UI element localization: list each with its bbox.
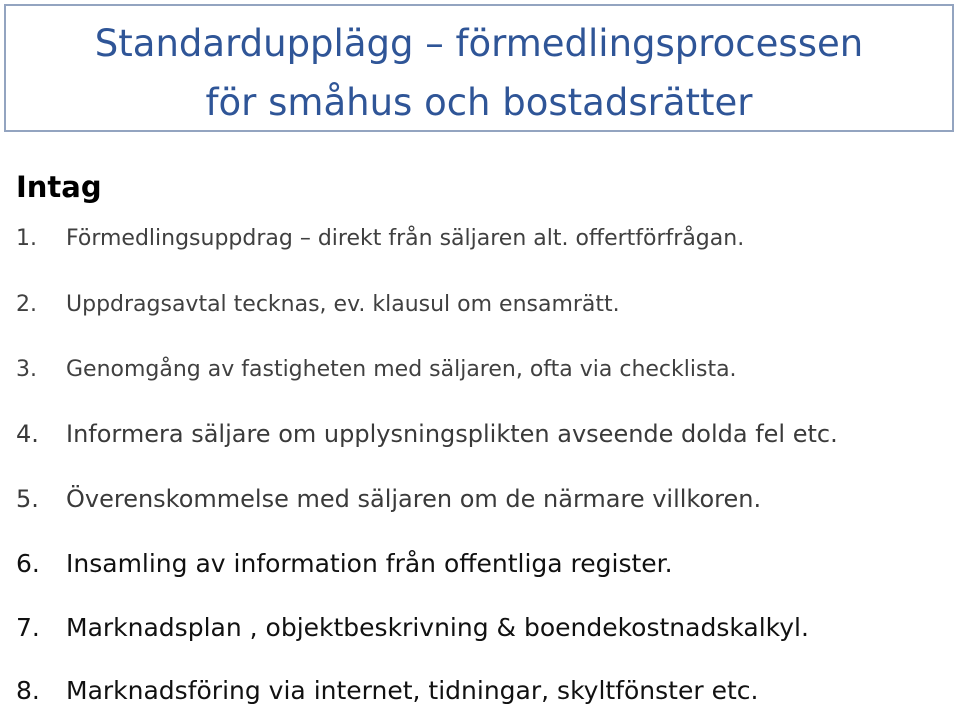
- step-item-2: [0, 286, 960, 324]
- page-title-line-2: för småhus och bostadsrätter: [205, 81, 753, 124]
- step-number: 5.: [16, 485, 39, 513]
- step-item-5: [0, 480, 960, 518]
- step-number: 3.: [16, 357, 37, 382]
- step-text: Informera säljare om upplysningsplikten avseende dolda fel etc.: [66, 420, 838, 448]
- step-number: 2.: [16, 292, 37, 317]
- step-number: 6.: [16, 549, 40, 578]
- section-heading: Intag: [16, 170, 102, 204]
- step-item-3: [0, 351, 960, 389]
- step-item-1: [0, 220, 960, 258]
- step-item-4: [0, 415, 960, 453]
- page-title-line-1: Standardupplägg – förmedlingsprocessen: [94, 22, 864, 65]
- step-text: Marknadsplan , objektbeskrivning & boendekostnadskalkyl.: [66, 613, 809, 642]
- step-text: Genomgång av fastigheten med säljaren, ofta via checklista.: [66, 357, 737, 382]
- step-item-8: [0, 672, 960, 709]
- step-number: 7.: [16, 613, 40, 642]
- step-item-7: [0, 609, 960, 647]
- step-number: 4.: [16, 420, 39, 448]
- step-text: Överenskommelse med säljaren om de närmare villkoren.: [66, 485, 762, 513]
- step-text: Insamling av information från offentliga register.: [66, 549, 673, 578]
- step-text: Marknadsföring via internet, tidningar, skyltfönster etc.: [66, 676, 759, 705]
- step-text: Uppdragsavtal tecknas, ev. klausul om ensamrätt.: [66, 292, 620, 317]
- step-number: 8.: [16, 676, 40, 705]
- step-text: Förmedlingsuppdrag – direkt från säljaren alt. offertförfrågan.: [66, 226, 745, 251]
- step-number: 1.: [16, 226, 37, 251]
- step-item-6: [0, 545, 960, 583]
